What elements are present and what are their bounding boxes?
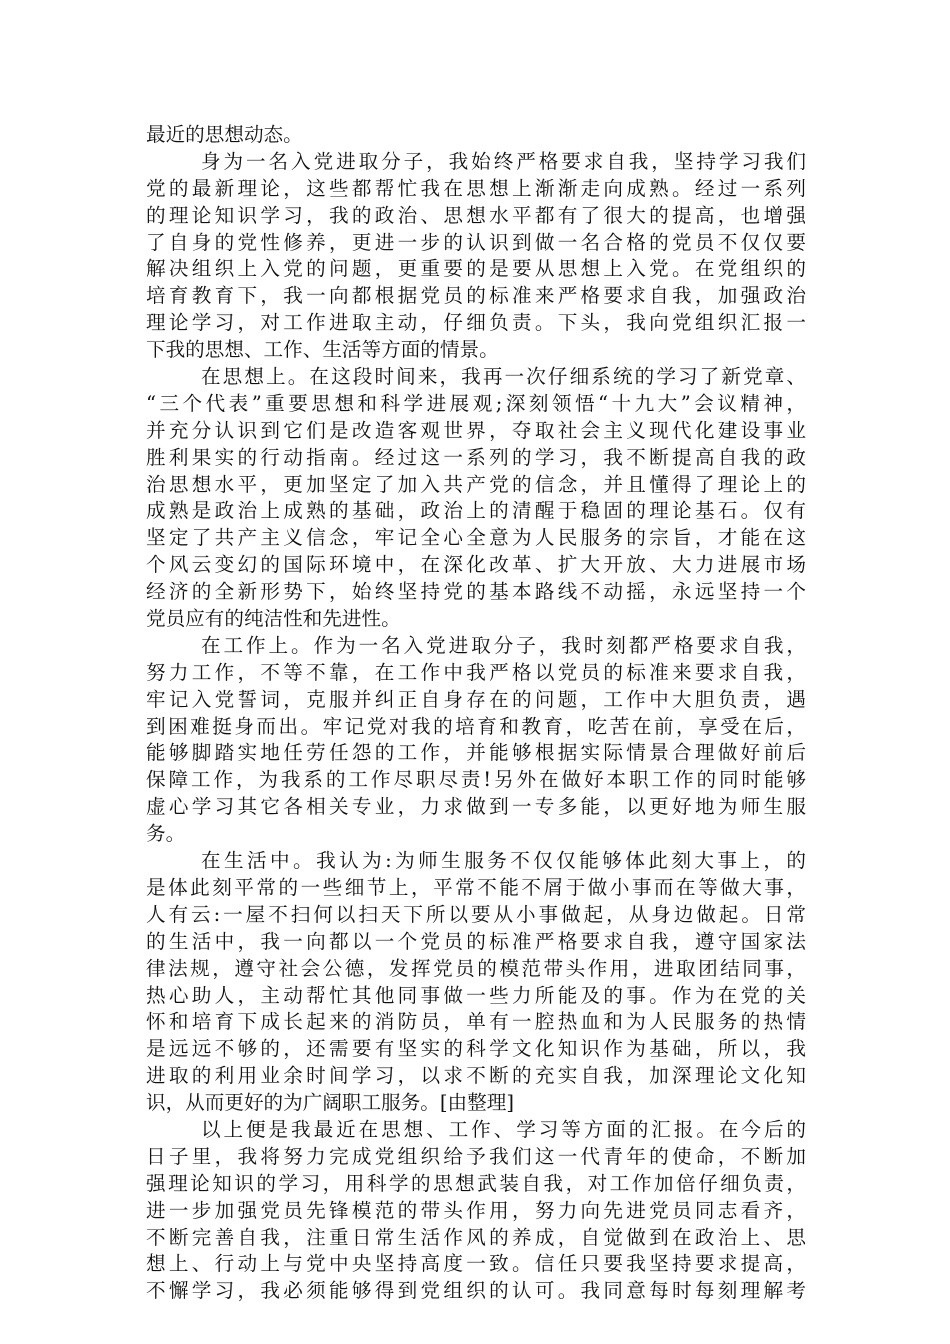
text-line: 到困难挺身而出。牢记党对我的培育和教育，吃苦在前，享受在后，: [146, 714, 806, 738]
text-line: 想上、行动上与党中央坚持高度一致。信任只要我坚持要求提高，: [146, 1252, 806, 1276]
text-line: 并充分认识到它们是改造客观世界，夺取社会主义现代化建设事业: [146, 418, 806, 442]
text-line: 务。: [146, 822, 186, 846]
text-line: 在工作上。作为一名入党进取分子，我时刻都严格要求自我，: [201, 633, 806, 657]
paragraph: [146, 364, 806, 633]
text-line: 以上便是我最近在思想、工作、学习等方面的汇报。在今后的: [201, 1117, 806, 1141]
text-line: 保障工作，为我系的工作尽职尽责!另外在做好本职工作的同时能够: [146, 768, 806, 792]
text-line: 的生活中，我一向都以一个党员的标准严格要求自我，遵守国家法: [146, 929, 806, 953]
text-line: 能够脚踏实地任劳任怨的工作，并能够根据实际情景合理做好前后: [146, 741, 806, 765]
text-line: 怀和培育下成长起来的消防员，单有一腔热血和为人民服务的热情: [146, 1010, 806, 1034]
text-line: 坚定了共产主义信念，牢记全心全意为人民服务的宗旨，才能在这: [146, 526, 806, 550]
text-line: 虚心学习其它各相关专业，力求做到一专多能，以更好地为师生服: [146, 795, 806, 819]
text-line: 进一步加强党员先锋模范的带头作用，努力向先进党员同志看齐，: [146, 1198, 806, 1222]
text-line: 治思想水平，更加坚定了加入共产党的信念，并且懂得了理论上的: [146, 472, 806, 496]
text-line: 在生活中。我认为:为师生服务不仅仅能够体此刻大事上，的: [201, 849, 806, 873]
text-line: “三个代表”重要思想和科学进展观;深刻领悟“十九大”会议精神，: [146, 391, 806, 415]
text-line: 日子里，我将努力完成党组织给予我们这一代青年的使命，不断加: [146, 1144, 806, 1168]
text-line: 胜利果实的行动指南。经过这一系列的学习，我不断提高自我的政: [146, 445, 806, 469]
text-line: 律法规，遵守社会公德，发挥党员的模范带头作用，进取团结同事，: [146, 956, 806, 980]
document-body: [146, 122, 806, 1305]
text-line: 是体此刻平常的一些细节上，平常不能不屑于做小事而在等做大事，: [146, 875, 806, 899]
paragraph: [146, 848, 806, 1117]
text-line: 下我的思想、工作、生活等方面的情景。: [146, 338, 499, 362]
text-line: 努力工作，不等不靠，在工作中我严格以党员的标准来要求自我，: [146, 660, 806, 684]
text-line: 强理论知识的学习，用科学的思想武装自我，对工作加倍仔细负责，: [146, 1171, 806, 1195]
text-line: 解决组织上入党的问题，更重要的是要从思想上入党。在党组织的: [146, 257, 806, 281]
text-line: 了自身的党性修养，更进一步的认识到做一名合格的党员不仅仅要: [146, 230, 806, 254]
text-line: 经济的全新形势下，始终坚持党的基本路线不动摇，永远坚持一个: [146, 580, 806, 604]
text-line: 不断完善自我，注重日常生活作风的养成，自觉做到在政治上、思: [146, 1225, 806, 1249]
text-line: 身为一名入党进取分子，我始终严格要求自我，坚持学习我们: [201, 149, 806, 173]
text-line: 理论学习，对工作进取主动，仔细负责。下头，我向党组织汇报一: [146, 311, 806, 335]
text-line: 人有云:一屋不扫何以扫天下所以要从小事做起，从身边做起。日常: [146, 902, 806, 926]
text-line: 最近的思想动态。: [146, 123, 303, 146]
text-line: 个风云变幻的国际环境中，在深化改革、扩大开放、大力进展市场: [146, 553, 806, 577]
text-line: 识，从而更好的为广阔职工服务。[由整理]: [146, 1091, 514, 1115]
paragraph: [146, 122, 806, 149]
text-line: 牢记入党誓词，克服并纠正自身存在的问题，工作中大胆负责，遇: [146, 687, 806, 711]
paragraph: [146, 633, 806, 848]
text-line: 是远远不够的，还需要有坚实的科学文化知识作为基础，所以，我: [146, 1037, 806, 1061]
text-line: 培育教育下，我一向都根据党员的标准来严格要求自我，加强政治: [146, 284, 806, 308]
text-line: 热心助人，主动帮忙其他同事做一些力所能及的事。作为在党的关: [146, 983, 806, 1007]
paragraph: [146, 1117, 806, 1305]
text-line: 党的最新理论，这些都帮忙我在思想上渐渐走向成熟。经过一系列: [146, 176, 806, 200]
text-line: 党员应有的纯洁性和先进性。: [146, 607, 401, 631]
text-line: 成熟是政治上成熟的基础，政治上的清醒于稳固的理论基石。仅有: [146, 499, 806, 523]
text-line: 在思想上。在这段时间来，我再一次仔细系统的学习了新党章、: [201, 365, 806, 389]
text-line: 进取的利用业余时间学习，以求不断的充实自我，加深理论文化知: [146, 1064, 806, 1088]
text-line: 的理论知识学习，我的政治、思想水平都有了很大的提高，也增强: [146, 203, 806, 227]
paragraph: [146, 149, 806, 364]
text-line: 不懈学习，我必须能够得到党组织的认可。我同意每时每刻理解考: [146, 1279, 806, 1303]
